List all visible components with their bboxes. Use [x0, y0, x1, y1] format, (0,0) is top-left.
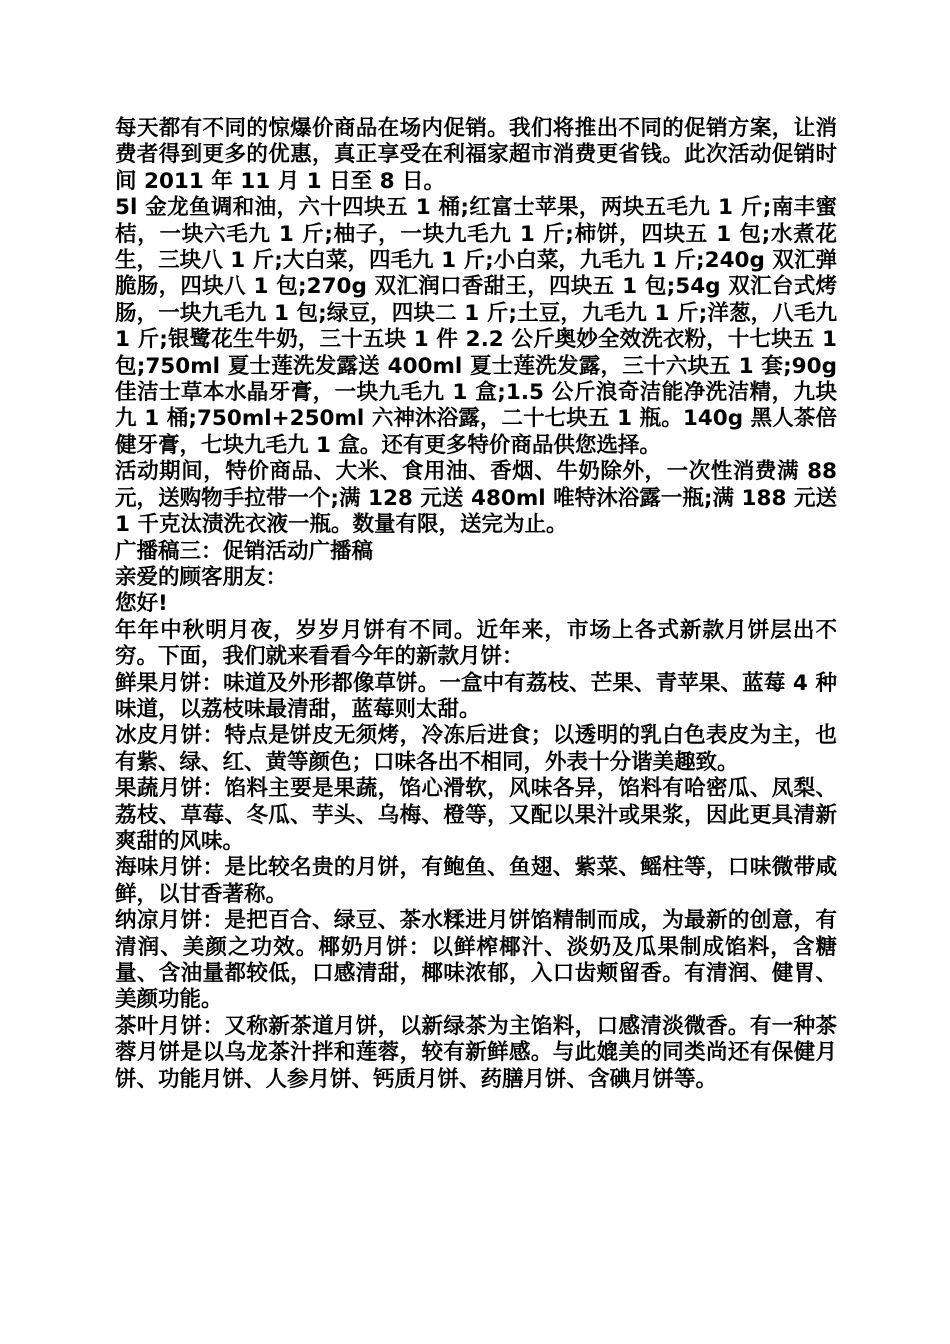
paragraph-snowskin-mooncake: 冰皮月饼：特点是饼皮无须烤，冷冻后进食；以透明的乳白色表皮为主，也有紫、绿、红、黄等颜色；口味各出不相同，外表十分谐美趣致。	[115, 723, 837, 775]
paragraph-gift-offer: 活动期间，特价商品、大米、食用油、香烟、牛奶除外，一次性消费满 88 元，送购物手拉带一个;满 128 元送 480ml 唯特沐浴露一瓶;满 188 元送 1 千克汰渍洗衣液一瓶。数量有限，送完为止。	[115, 459, 837, 538]
paragraph-fresh-fruit-mooncake: 鲜果月饼：味道及外形都像草饼。一盒中有荔枝、芒果、青苹果、蓝莓 4 种味道，以荔枝味最清甜，蓝莓则太甜。	[115, 670, 837, 722]
salutation: 亲爱的顾客朋友：	[115, 564, 288, 590]
paragraph-mooncake-intro: 年年中秋明月夜，岁岁月饼有不同。近年来，市场上各式新款月饼层出不穷。下面，我们就来看看今年的新款月饼：	[115, 617, 837, 670]
paragraph-intro: 每天都有不同的惊爆价商品在场内促销。我们将推出不同的促销方案，让消费者得到更多的优惠，真正享受在利福家超市消费更省钱。此次活动促销时间 2011 年 11 月 1 日至 8 日。	[115, 116, 837, 194]
paragraph-product-list: 5l 金龙鱼调和油，六十四块五 1 桶;红富士苹果，两块五毛九 1 斤;南丰蜜桔，一块六毛九 1 斤;柚子，一块九毛九 1 斤;柿饼，四块五 1 包;水煮花生，三块八 1 斤;大白菜，四毛九 1 斤;小白菜，九毛九 1 斤;240g 双汇弹脆肠，四块八 1 包;270g 双汇润口香甜王，四块五 1 包;54g 双汇台式烤肠，一块九毛九 1 包;绿豆，四块二 1 斤;土豆，九毛九 1 斤;洋葱，八毛九 1 斤;银鹭花生牛奶，三十五块 1 件 2.2 公斤奥妙全效洗衣粉，十七块五 1 包;750ml 夏士莲洗发露送 400ml 夏士莲洗发露，三十六块五 1 套;90g 佳洁士草本水晶牙膏，一块九毛九 1 盒;1.5 公斤浪奇洁能净洗洁精，九块九 1 桶;750ml+250ml 六神沐浴露，二十七块五 1 瓶。140g 黑人茶倍健牙膏，七块九毛九 1 盒。还有更多特价商品供您选择。	[115, 195, 837, 458]
section-heading: 广播稿三：促销活动广播稿	[115, 538, 374, 564]
paragraph-seafood-mooncake: 海味月饼：是比较名贵的月饼，有鲍鱼、鱼翅、紫菜、鳐柱等，口味微带咸鲜，以甘香著称。	[115, 855, 837, 907]
greeting: 您好!	[115, 591, 168, 617]
paragraph-cooling-mooncake: 纳凉月饼：是把百合、绿豆、茶水糅进月饼馅精制而成，为最新的创意，有清润、美颜之功效。椰奶月饼：以鲜榨椰汁、淡奶及瓜果制成馅料，含糖量、含油量都较低，口感清甜，椰味浓郁，入口齿颊留香。有清润、健胃、美颜功能。	[115, 908, 837, 1013]
paragraph-fruit-veg-mooncake: 果蔬月饼：馅料主要是果蔬，馅心滑软，风味各异，馅料有哈密瓜、凤梨、荔枝、草莓、冬瓜、芋头、乌梅、橙等，又配以果汁或果浆，因此更具清新爽甜的风味。	[115, 776, 837, 854]
paragraph-tea-mooncake: 茶叶月饼：又称新茶道月饼，以新绿茶为主馅料，口感清淡微香。有一种茶蓉月饼是以乌龙茶汁拌和莲蓉，较有新鲜感。与此媲美的同类尚还有保健月饼、功能月饼、人参月饼、钙质月饼、药膳月饼、含碘月饼等。	[115, 1013, 837, 1092]
document-body	[115, 116, 837, 1093]
